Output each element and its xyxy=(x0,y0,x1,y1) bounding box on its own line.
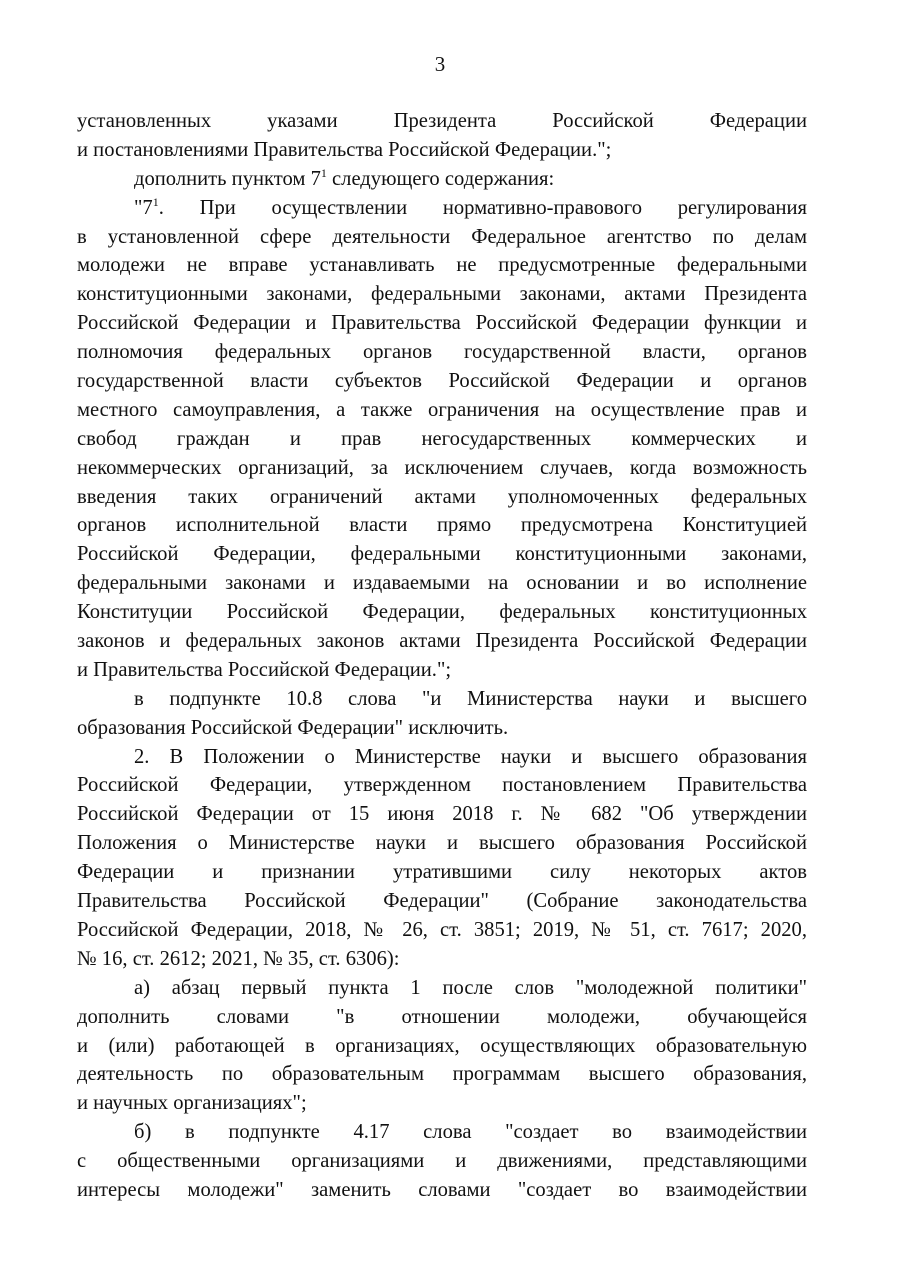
text-line-content: Правительства Российской Федерации" (Собрание законодательства xyxy=(77,890,807,913)
text-line-content: и научных организациях"; xyxy=(77,1092,307,1115)
text-line-content: Российской Федерации, 2018, № 26, ст. 3851; 2019, № 51, ст. 7617; 2020, xyxy=(77,918,807,941)
text-line xyxy=(77,1060,807,1089)
text-line-content: Российской Федерации, утвержденном постановлением Правительства xyxy=(77,774,807,797)
text-line-content: и Правительства Российской Федерации."; xyxy=(77,658,452,681)
text-line-content: в установленной сфере деятельности Федеральное агентство по делам xyxy=(77,225,807,248)
text-line xyxy=(77,1176,807,1205)
text-line-content: введения таких ограничений актами уполномоченных федеральных xyxy=(77,485,807,508)
text-line-content: государственной власти субъектов Российской Федерации и органов xyxy=(77,370,807,393)
text-line xyxy=(77,338,807,367)
text-line xyxy=(77,280,807,309)
text-line xyxy=(77,743,807,772)
text-line xyxy=(77,598,807,627)
text-line xyxy=(77,223,807,252)
text-line xyxy=(77,309,807,338)
text-line xyxy=(77,483,807,512)
text-line-content: интересы молодежи" заменить словами "создает во взаимодействии xyxy=(77,1178,807,1201)
text-line xyxy=(77,1003,807,1032)
text-line-content: . При осуществлении нормативно-правового регулирования xyxy=(158,196,807,219)
text-line-prefix: дополнить пунктом 7 xyxy=(134,167,321,190)
text-line xyxy=(77,627,807,656)
superscript: 1 xyxy=(152,194,159,209)
text-line-content: деятельность по образовательным программам высшего образования, xyxy=(77,1063,807,1086)
text-line xyxy=(77,974,807,1003)
text-line-content: Положения о Министерстве науки и высшего образования Российской xyxy=(77,832,807,855)
text-line-content: Федерации и признании утратившими силу некоторых актов xyxy=(77,861,807,884)
text-line xyxy=(77,1147,807,1176)
text-line-content: молодежи не вправе устанавливать не предусмотренные федеральными xyxy=(77,254,807,277)
text-line xyxy=(77,367,807,396)
text-line-content: конституционными законами, федеральными законами, актами Президента xyxy=(77,283,807,306)
text-line-content: свобод граждан и прав негосударственных коммерческих и xyxy=(77,427,807,450)
document-body xyxy=(77,107,807,1205)
text-line-content: Российской Федерации, федеральными конституционными законами, xyxy=(77,543,807,566)
text-line xyxy=(77,714,807,743)
page-number: 3 xyxy=(434,52,446,76)
text-line xyxy=(77,945,807,974)
text-line-content: 2. В Положении о Министерстве науки и высшего образования xyxy=(134,745,807,768)
text-line xyxy=(77,251,807,280)
text-line xyxy=(77,425,807,454)
text-line-content: Российской Федерации и Правительства Российской Федерации функции и xyxy=(77,312,807,335)
text-line xyxy=(77,887,807,916)
superscript: 1 xyxy=(320,165,327,180)
text-line xyxy=(77,829,807,858)
text-line xyxy=(77,540,807,569)
text-line xyxy=(77,800,807,829)
text-line-content: дополнить словами "в отношении молодежи, обучающейся xyxy=(77,1005,807,1028)
text-line xyxy=(77,136,807,165)
text-line xyxy=(77,916,807,945)
text-line-content: образования Российской Федерации" исключить. xyxy=(77,716,509,739)
text-line xyxy=(77,771,807,800)
text-line-content: Конституции Российской Федерации, федеральных конституционных xyxy=(77,601,807,624)
text-line xyxy=(77,165,807,194)
text-line xyxy=(77,656,807,685)
text-line-content: Российской Федерации от 15 июня 2018 г. № 682 "Об утверждении xyxy=(77,803,807,826)
text-line-content: в подпункте 10.8 слова "и Министерства науки и высшего xyxy=(134,687,807,710)
text-line-content: № 16, ст. 2612; 2021, № 35, ст. 6306): xyxy=(77,947,400,970)
text-line-content: б) в подпункте 4.17 слова "создает во взаимодействии xyxy=(134,1121,807,1144)
text-line xyxy=(77,858,807,887)
text-line-content: федеральными законами и издаваемыми на основании и во исполнение xyxy=(77,572,807,595)
text-line-content: с общественными организациями и движениями, представляющими xyxy=(77,1150,807,1173)
text-line xyxy=(77,396,807,425)
text-line xyxy=(77,1032,807,1061)
text-line-content: полномочия федеральных органов государственной власти, органов xyxy=(77,341,807,364)
text-line xyxy=(77,1118,807,1147)
text-line xyxy=(77,1089,807,1118)
text-line xyxy=(77,454,807,483)
text-line-prefix: "7 xyxy=(134,196,153,219)
text-line xyxy=(77,107,807,136)
text-line-content: местного самоуправления, а также ограничения на осуществление прав и xyxy=(77,398,807,421)
text-line xyxy=(77,685,807,714)
text-line-content: и постановлениями Правительства Российской Федерации."; xyxy=(77,138,612,161)
text-line-content: некоммерческих организаций, за исключением случаев, когда возможность xyxy=(77,456,807,479)
text-line-content: и (или) работающей в организациях, осуществляющих образовательную xyxy=(77,1034,807,1057)
text-line-content: следующего содержания: xyxy=(326,167,555,190)
text-line xyxy=(77,511,807,540)
text-line-content: законов и федеральных законов актами Президента Российской Федерации xyxy=(77,630,807,653)
text-line-content: установленных указами Президента Российской Федерации xyxy=(77,110,807,132)
text-line-content: а) абзац первый пункта 1 после слов "молодежной политики" xyxy=(134,976,807,999)
text-line-content: органов исполнительной власти прямо предусмотрена Конституцией xyxy=(77,514,807,537)
text-line xyxy=(77,194,807,223)
text-line xyxy=(77,569,807,598)
